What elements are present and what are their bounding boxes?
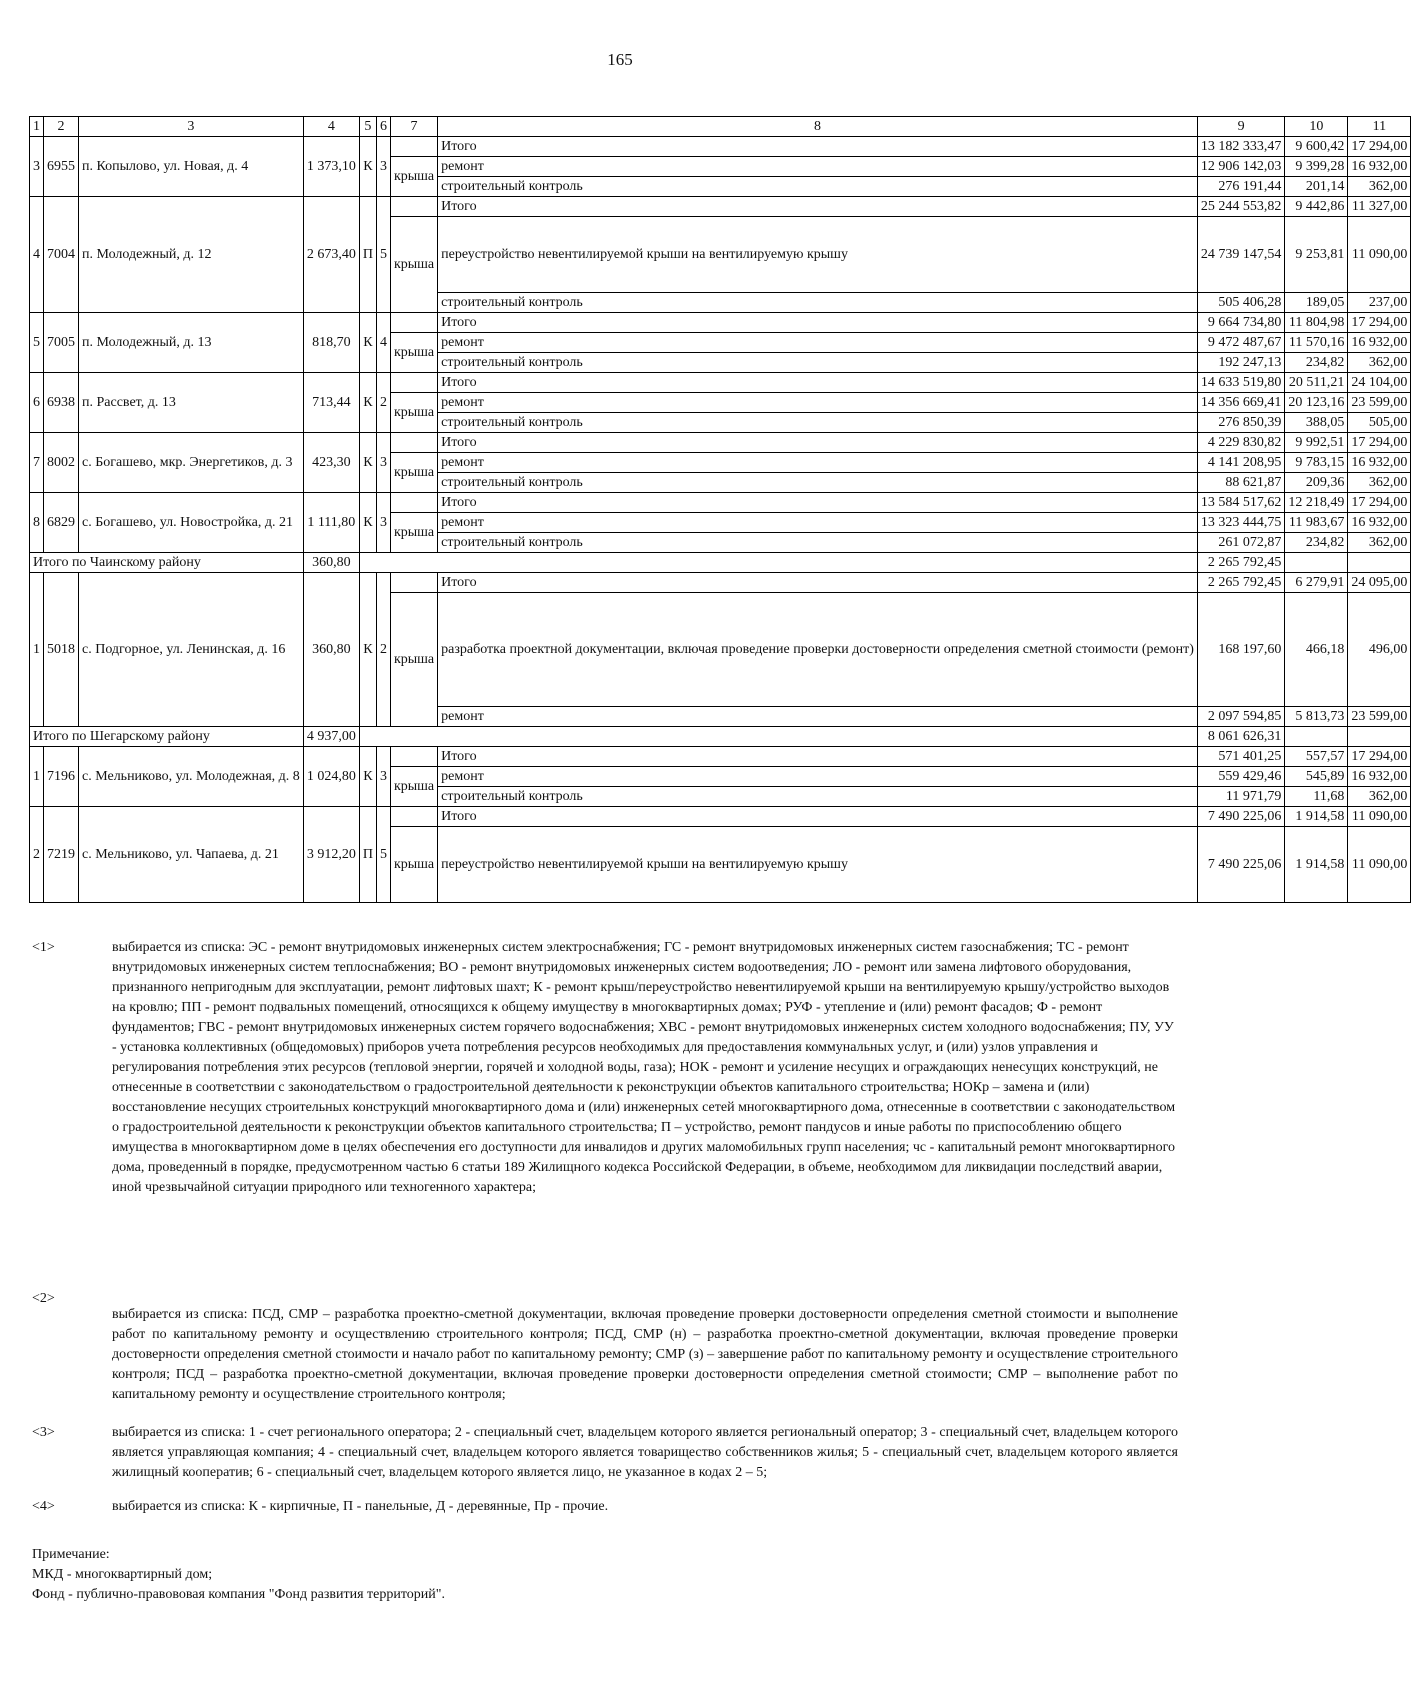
floor-count: 3: [376, 137, 390, 197]
work-item: переустройство невентилируемой крыши на вентилируемую крышу: [438, 217, 1198, 293]
cost-per-sqm: 1 914,58: [1285, 827, 1348, 903]
district-total-area: 360,80: [303, 553, 359, 573]
footnote: [32, 1545, 445, 1605]
house-id: 6829: [44, 493, 79, 553]
cost-total: 4 229 830,82: [1197, 433, 1285, 453]
note-key: <4>: [32, 1499, 55, 1514]
header-row: [30, 117, 1411, 137]
work-type: крыша: [390, 217, 437, 313]
work-type: крыша: [390, 513, 437, 553]
cost-limit: 237,00: [1348, 293, 1411, 313]
cost-per-sqm: 6 279,91: [1285, 573, 1348, 593]
header-cell: 7: [390, 117, 437, 137]
cost-per-sqm: 11,68: [1285, 787, 1348, 807]
work-type: крыша: [390, 767, 437, 807]
cost-per-sqm: 234,82: [1285, 353, 1348, 373]
house-address: п. Молодежный, д. 13: [79, 313, 304, 373]
work-item: ремонт: [438, 707, 1198, 727]
house-address: п. Копылово, ул. Новая, д. 4: [79, 137, 304, 197]
wall-material: К: [359, 373, 376, 433]
cost-total: 2 097 594,85: [1197, 707, 1285, 727]
house-address: с. Мельниково, ул. Чапаева, д. 21: [79, 807, 304, 903]
cost-total: 12 906 142,03: [1197, 157, 1285, 177]
note-text: выбирается из списка: К - кирпичные, П - панельные, Д - деревянные, Пр - прочие.: [112, 1499, 609, 1514]
house-address: с. Богашево, мкр. Энергетиков, д. 3: [79, 433, 304, 493]
cost-total: 168 197,60: [1197, 593, 1285, 707]
header-cell: 4: [303, 117, 359, 137]
work-item: строительный контроль: [438, 293, 1198, 313]
note-key: <3>: [32, 1425, 55, 1440]
cost-per-sqm: 201,14: [1285, 177, 1348, 197]
cost-total: 88 621,87: [1197, 473, 1285, 493]
cost-limit: 362,00: [1348, 787, 1411, 807]
cost-total: 25 244 553,82: [1197, 197, 1285, 217]
cost-per-sqm: 209,36: [1285, 473, 1348, 493]
notes-block-1: [32, 938, 1178, 1198]
header-cell: 10: [1285, 117, 1348, 137]
floor-count: 2: [376, 573, 390, 727]
cost-per-sqm: 466,18: [1285, 593, 1348, 707]
wall-material: К: [359, 313, 376, 373]
district-total-label: Итого по Чаинскому району: [30, 553, 304, 573]
wall-material: К: [359, 747, 376, 807]
work-item: Итого: [438, 433, 1198, 453]
work-item: строительный контроль: [438, 473, 1198, 493]
cost-limit: 23 599,00: [1348, 707, 1411, 727]
table-row: [30, 313, 1411, 333]
table-body: [30, 117, 1411, 903]
table-row: [30, 197, 1411, 217]
header-cell: 2: [44, 117, 79, 137]
cost-limit: 16 932,00: [1348, 333, 1411, 353]
header-cell: 3: [79, 117, 304, 137]
cost-total: 4 141 208,95: [1197, 453, 1285, 473]
cost-per-sqm: 9 992,51: [1285, 433, 1348, 453]
cost-per-sqm: 234,82: [1285, 533, 1348, 553]
work-item: ремонт: [438, 513, 1198, 533]
house-id: 7219: [44, 807, 79, 903]
house-address: п. Рассвет, д. 13: [79, 373, 304, 433]
header-cell: 6: [376, 117, 390, 137]
work-item: переустройство невентилируемой крыши на вентилируемую крышу: [438, 827, 1198, 903]
cost-limit: 362,00: [1348, 533, 1411, 553]
cost-per-sqm: 557,57: [1285, 747, 1348, 767]
work-item: строительный контроль: [438, 533, 1198, 553]
floor-count: 4: [376, 313, 390, 373]
note-key: <2>: [32, 1291, 55, 1306]
floor-count: 5: [376, 197, 390, 313]
cost-total: 192 247,13: [1197, 353, 1285, 373]
row-number: 4: [30, 197, 44, 313]
cost-limit: 17 294,00: [1348, 493, 1411, 513]
cost-per-sqm: 12 218,49: [1285, 493, 1348, 513]
note-4: [32, 1497, 1178, 1517]
floor-count: 3: [376, 493, 390, 553]
house-id: 5018: [44, 573, 79, 727]
house-address: с. Подгорное, ул. Ленинская, д. 16: [79, 573, 304, 727]
empty-cell: [359, 727, 1197, 747]
cost-per-sqm: 11 804,98: [1285, 313, 1348, 333]
district-total-row: [30, 727, 1411, 747]
cost-limit: 24 095,00: [1348, 573, 1411, 593]
cost-per-sqm: 1 914,58: [1285, 807, 1348, 827]
house-address: п. Молодежный, д. 12: [79, 197, 304, 313]
work-item: строительный контроль: [438, 413, 1198, 433]
row-number: 5: [30, 313, 44, 373]
cost-per-sqm: 9 600,42: [1285, 137, 1348, 157]
work-item: ремонт: [438, 393, 1198, 413]
cost-limit: 16 932,00: [1348, 157, 1411, 177]
empty-cell: [1285, 553, 1348, 573]
cost-per-sqm: 388,05: [1285, 413, 1348, 433]
work-item: Итого: [438, 573, 1198, 593]
empty-cell: [390, 573, 437, 593]
row-number: 3: [30, 137, 44, 197]
house-area: 818,70: [303, 313, 359, 373]
work-item: Итого: [438, 197, 1198, 217]
table-row: [30, 573, 1411, 593]
work-item: Итого: [438, 373, 1198, 393]
cost-total: 9 664 734,80: [1197, 313, 1285, 333]
house-area: 423,30: [303, 433, 359, 493]
wall-material: П: [359, 807, 376, 903]
header-cell: 11: [1348, 117, 1411, 137]
work-item: ремонт: [438, 767, 1198, 787]
row-number: 1: [30, 573, 44, 727]
wall-material: К: [359, 433, 376, 493]
work-type: крыша: [390, 453, 437, 493]
work-type: крыша: [390, 827, 437, 903]
cost-limit: 362,00: [1348, 473, 1411, 493]
table-row: [30, 373, 1411, 393]
empty-cell: [390, 373, 437, 393]
floor-count: 2: [376, 373, 390, 433]
cost-total: 14 356 669,41: [1197, 393, 1285, 413]
note-3: [32, 1423, 1178, 1483]
cost-per-sqm: 20 123,16: [1285, 393, 1348, 413]
cost-limit: 11 090,00: [1348, 827, 1411, 903]
district-total-row: [30, 553, 1411, 573]
work-type: крыша: [390, 333, 437, 373]
work-item: Итого: [438, 313, 1198, 333]
work-item: ремонт: [438, 157, 1198, 177]
work-type: крыша: [390, 157, 437, 197]
cost-limit: 11 327,00: [1348, 197, 1411, 217]
row-number: 2: [30, 807, 44, 903]
cost-per-sqm: 11 570,16: [1285, 333, 1348, 353]
wall-material: К: [359, 137, 376, 197]
header-cell: 8: [438, 117, 1198, 137]
cost-limit: 11 090,00: [1348, 807, 1411, 827]
row-number: 1: [30, 747, 44, 807]
table-row: [30, 807, 1411, 827]
cost-total: 276 850,39: [1197, 413, 1285, 433]
empty-cell: [390, 493, 437, 513]
table-row: [30, 747, 1411, 767]
note-key: <1>: [32, 940, 55, 955]
cost-per-sqm: 5 813,73: [1285, 707, 1348, 727]
wall-material: К: [359, 573, 376, 727]
cost-per-sqm: 545,89: [1285, 767, 1348, 787]
cost-total: 11 971,79: [1197, 787, 1285, 807]
note-1: [32, 938, 1178, 1198]
repair-program-table: [29, 116, 1411, 903]
work-type: крыша: [390, 593, 437, 727]
cost-per-sqm: 9 399,28: [1285, 157, 1348, 177]
row-number: 7: [30, 433, 44, 493]
cost-limit: 17 294,00: [1348, 313, 1411, 333]
cost-per-sqm: 189,05: [1285, 293, 1348, 313]
floor-count: 3: [376, 433, 390, 493]
cost-total: 276 191,44: [1197, 177, 1285, 197]
house-area: 713,44: [303, 373, 359, 433]
cost-per-sqm: 9 442,86: [1285, 197, 1348, 217]
empty-cell: [390, 137, 437, 157]
house-id: 7004: [44, 197, 79, 313]
table-row: [30, 433, 1411, 453]
work-item: Итого: [438, 807, 1198, 827]
cost-limit: 362,00: [1348, 353, 1411, 373]
cost-total: 24 739 147,54: [1197, 217, 1285, 293]
header-cell: 1: [30, 117, 44, 137]
cost-total: 9 472 487,67: [1197, 333, 1285, 353]
note-text: выбирается из списка: ПСД, СМР – разработка проектно-сметной документации, включая проведение проверки достоверности определения сметной стоимости и выполнение работ по капитальному ремонту и осуществлению строительного контроля; ПСД, СМР (н) – разработка проектно-сметной документации, включая проведение проверки достоверности определения сметной стоимости и начало работ по капитальному ремонту; СМР (з) – завершение работ по капитальному ремонту и осуществление строительного контроля; ПСД – разработка проектно-сметной документации, включая проведение проверки достоверности определения сметной стоимости; СМР – выполнение работ по капитальному ремонту и осуществление строительного контроля;: [112, 1307, 1178, 1402]
house-address: с. Мельниково, ул. Молодежная, д. 8: [79, 747, 304, 807]
cost-total: 571 401,25: [1197, 747, 1285, 767]
cost-per-sqm: 9 253,81: [1285, 217, 1348, 293]
district-total-sum: 8 061 626,31: [1197, 727, 1285, 747]
cost-total: 13 584 517,62: [1197, 493, 1285, 513]
cost-per-sqm: 9 783,15: [1285, 453, 1348, 473]
table-row: [30, 493, 1411, 513]
district-total-sum: 2 265 792,45: [1197, 553, 1285, 573]
house-id: 7005: [44, 313, 79, 373]
footnote-title: Примечание:: [32, 1547, 110, 1562]
house-id: 8002: [44, 433, 79, 493]
cost-per-sqm: 11 983,67: [1285, 513, 1348, 533]
cost-total: 559 429,46: [1197, 767, 1285, 787]
header-cell: 5: [359, 117, 376, 137]
empty-cell: [1348, 553, 1411, 573]
cost-limit: 24 104,00: [1348, 373, 1411, 393]
house-id: 7196: [44, 747, 79, 807]
work-item: строительный контроль: [438, 353, 1198, 373]
notes-block-2: [32, 1289, 1178, 1517]
house-area: 3 912,20: [303, 807, 359, 903]
cost-total: 7 490 225,06: [1197, 827, 1285, 903]
footnote-line: МКД - многоквартирный дом;: [32, 1567, 213, 1582]
house-id: 6955: [44, 137, 79, 197]
empty-cell: [359, 553, 1197, 573]
note-2: [32, 1289, 1178, 1405]
house-id: 6938: [44, 373, 79, 433]
cost-total: 261 072,87: [1197, 533, 1285, 553]
cost-limit: 505,00: [1348, 413, 1411, 433]
cost-total: 14 633 519,80: [1197, 373, 1285, 393]
empty-cell: [390, 197, 437, 217]
cost-total: 505 406,28: [1197, 293, 1285, 313]
footnote-line: Фонд - публично-правововая компания "Фонд развития территорий".: [32, 1587, 445, 1602]
cost-limit: 16 932,00: [1348, 767, 1411, 787]
work-item: Итого: [438, 493, 1198, 513]
cost-limit: 16 932,00: [1348, 453, 1411, 473]
house-area: 1 111,80: [303, 493, 359, 553]
work-item: строительный контроль: [438, 787, 1198, 807]
cost-limit: 17 294,00: [1348, 747, 1411, 767]
work-type: крыша: [390, 393, 437, 433]
empty-cell: [1348, 727, 1411, 747]
work-item: ремонт: [438, 453, 1198, 473]
work-item: разработка проектной документации, включая проведение проверки достоверности определения сметной стоимости (ремонт): [438, 593, 1198, 707]
house-area: 1 024,80: [303, 747, 359, 807]
row-number: 8: [30, 493, 44, 553]
cost-limit: 17 294,00: [1348, 137, 1411, 157]
work-item: ремонт: [438, 333, 1198, 353]
work-item: Итого: [438, 747, 1198, 767]
note-text: выбирается из списка: ЭС - ремонт внутридомовых инженерных систем электроснабжения; ГС - ремонт внутридомовых инженерных систем газоснабжения; ТС - ремонт внутридомовых инженерных систем теплоснабжения; ВО - ремонт внутридомовых инженерных систем водоотведения; ЛО - ремонт или замена лифтового оборудования, признанного непригодным для эксплуатации, ремонт лифтовых шахт; К - ремонт крыш/переустройство невентилируемой крыши на вентилируемую крышу/устройство выходов на кровлю; ПП - ремонт подвальных помещений, относящихся к общему имуществу в многоквартирных домах; РУФ - утепление и (или) ремонт фасадов; Ф - ремонт фундаментов; ГВС - ремонт внутридомовых инженерных систем горячего водоснабжения; ХВС - ремонт внутридомовых инженерных систем холодного водоснабжения; ПУ, УУ - установка коллективных (общедомовых) приборов учета потребления ресурсов необходимых для предоставления коммунальных услуг, и (или) узлов управления и регулирования потребления этих ресурсов (тепловой энергии, горячей и холодной воды, газа); НОК - ремонт и усиление несущих и ограждающих ненесущих конструкций, не отнесенные в соответствии с законодательством о градостроительной деятельности к реконструкции объектов капитального строительства; НОКр – замена и (или) восстановление несущих строительных конструкций многоквартирного дома и (или) инженерных сетей многоквартирного дома, отнесенные в соответствии с законодательством о градостроительной деятельности к реконструкции объектов капитального строительства; П – устройство, ремонт пандусов и иные работы по приспособлению общего имущества в многоквартирном доме в целях обеспечения его доступности для инвалидов и других маломобильных групп населения; чс - капитальный ремонт многоквартирного дома, проведенный в порядке, предусмотренном частью 6 статьи 189 Жилищного кодекса Российской Федерации, в объеме, необходимом для ликвидации последствий аварии, иной чрезвычайной ситуации природного или техногенного характера;: [112, 940, 1176, 1195]
cost-total: 13 182 333,47: [1197, 137, 1285, 157]
cost-limit: 11 090,00: [1348, 217, 1411, 293]
cost-per-sqm: 20 511,21: [1285, 373, 1348, 393]
cost-limit: 362,00: [1348, 177, 1411, 197]
floor-count: 5: [376, 807, 390, 903]
page-number: 165: [607, 50, 633, 69]
table-row: [30, 137, 1411, 157]
work-item: строительный контроль: [438, 177, 1198, 197]
empty-cell: [390, 433, 437, 453]
house-area: 360,80: [303, 573, 359, 727]
cost-limit: 496,00: [1348, 593, 1411, 707]
cost-total: 2 265 792,45: [1197, 573, 1285, 593]
empty-cell: [390, 313, 437, 333]
house-address: с. Богашево, ул. Новостройка, д. 21: [79, 493, 304, 553]
empty-cell: [390, 747, 437, 767]
empty-cell: [390, 807, 437, 827]
cost-total: 13 323 444,75: [1197, 513, 1285, 533]
floor-count: 3: [376, 747, 390, 807]
house-area: 1 373,10: [303, 137, 359, 197]
district-total-label: Итого по Шегарскому району: [30, 727, 304, 747]
cost-total: 7 490 225,06: [1197, 807, 1285, 827]
cost-limit: 17 294,00: [1348, 433, 1411, 453]
header-cell: 9: [1197, 117, 1285, 137]
cost-limit: 16 932,00: [1348, 513, 1411, 533]
note-text: выбирается из списка: 1 - счет регионального оператора; 2 - специальный счет, владельцем которого является региональный оператор; 3 - специальный счет, владельцем которого является управляющая компания; 4 - специальный счет, владельцем которого является товарищество собственников жилья; 5 - специальный счет, владельцем которого является жилищный кооператив; 6 - специальный счет, владельцем которого является лицо, не указанное в кодах 2 – 5;: [112, 1425, 1178, 1480]
wall-material: П: [359, 197, 376, 313]
work-item: Итого: [438, 137, 1198, 157]
cost-limit: 23 599,00: [1348, 393, 1411, 413]
wall-material: К: [359, 493, 376, 553]
house-area: 2 673,40: [303, 197, 359, 313]
empty-cell: [1285, 727, 1348, 747]
row-number: 6: [30, 373, 44, 433]
district-total-area: 4 937,00: [303, 727, 359, 747]
